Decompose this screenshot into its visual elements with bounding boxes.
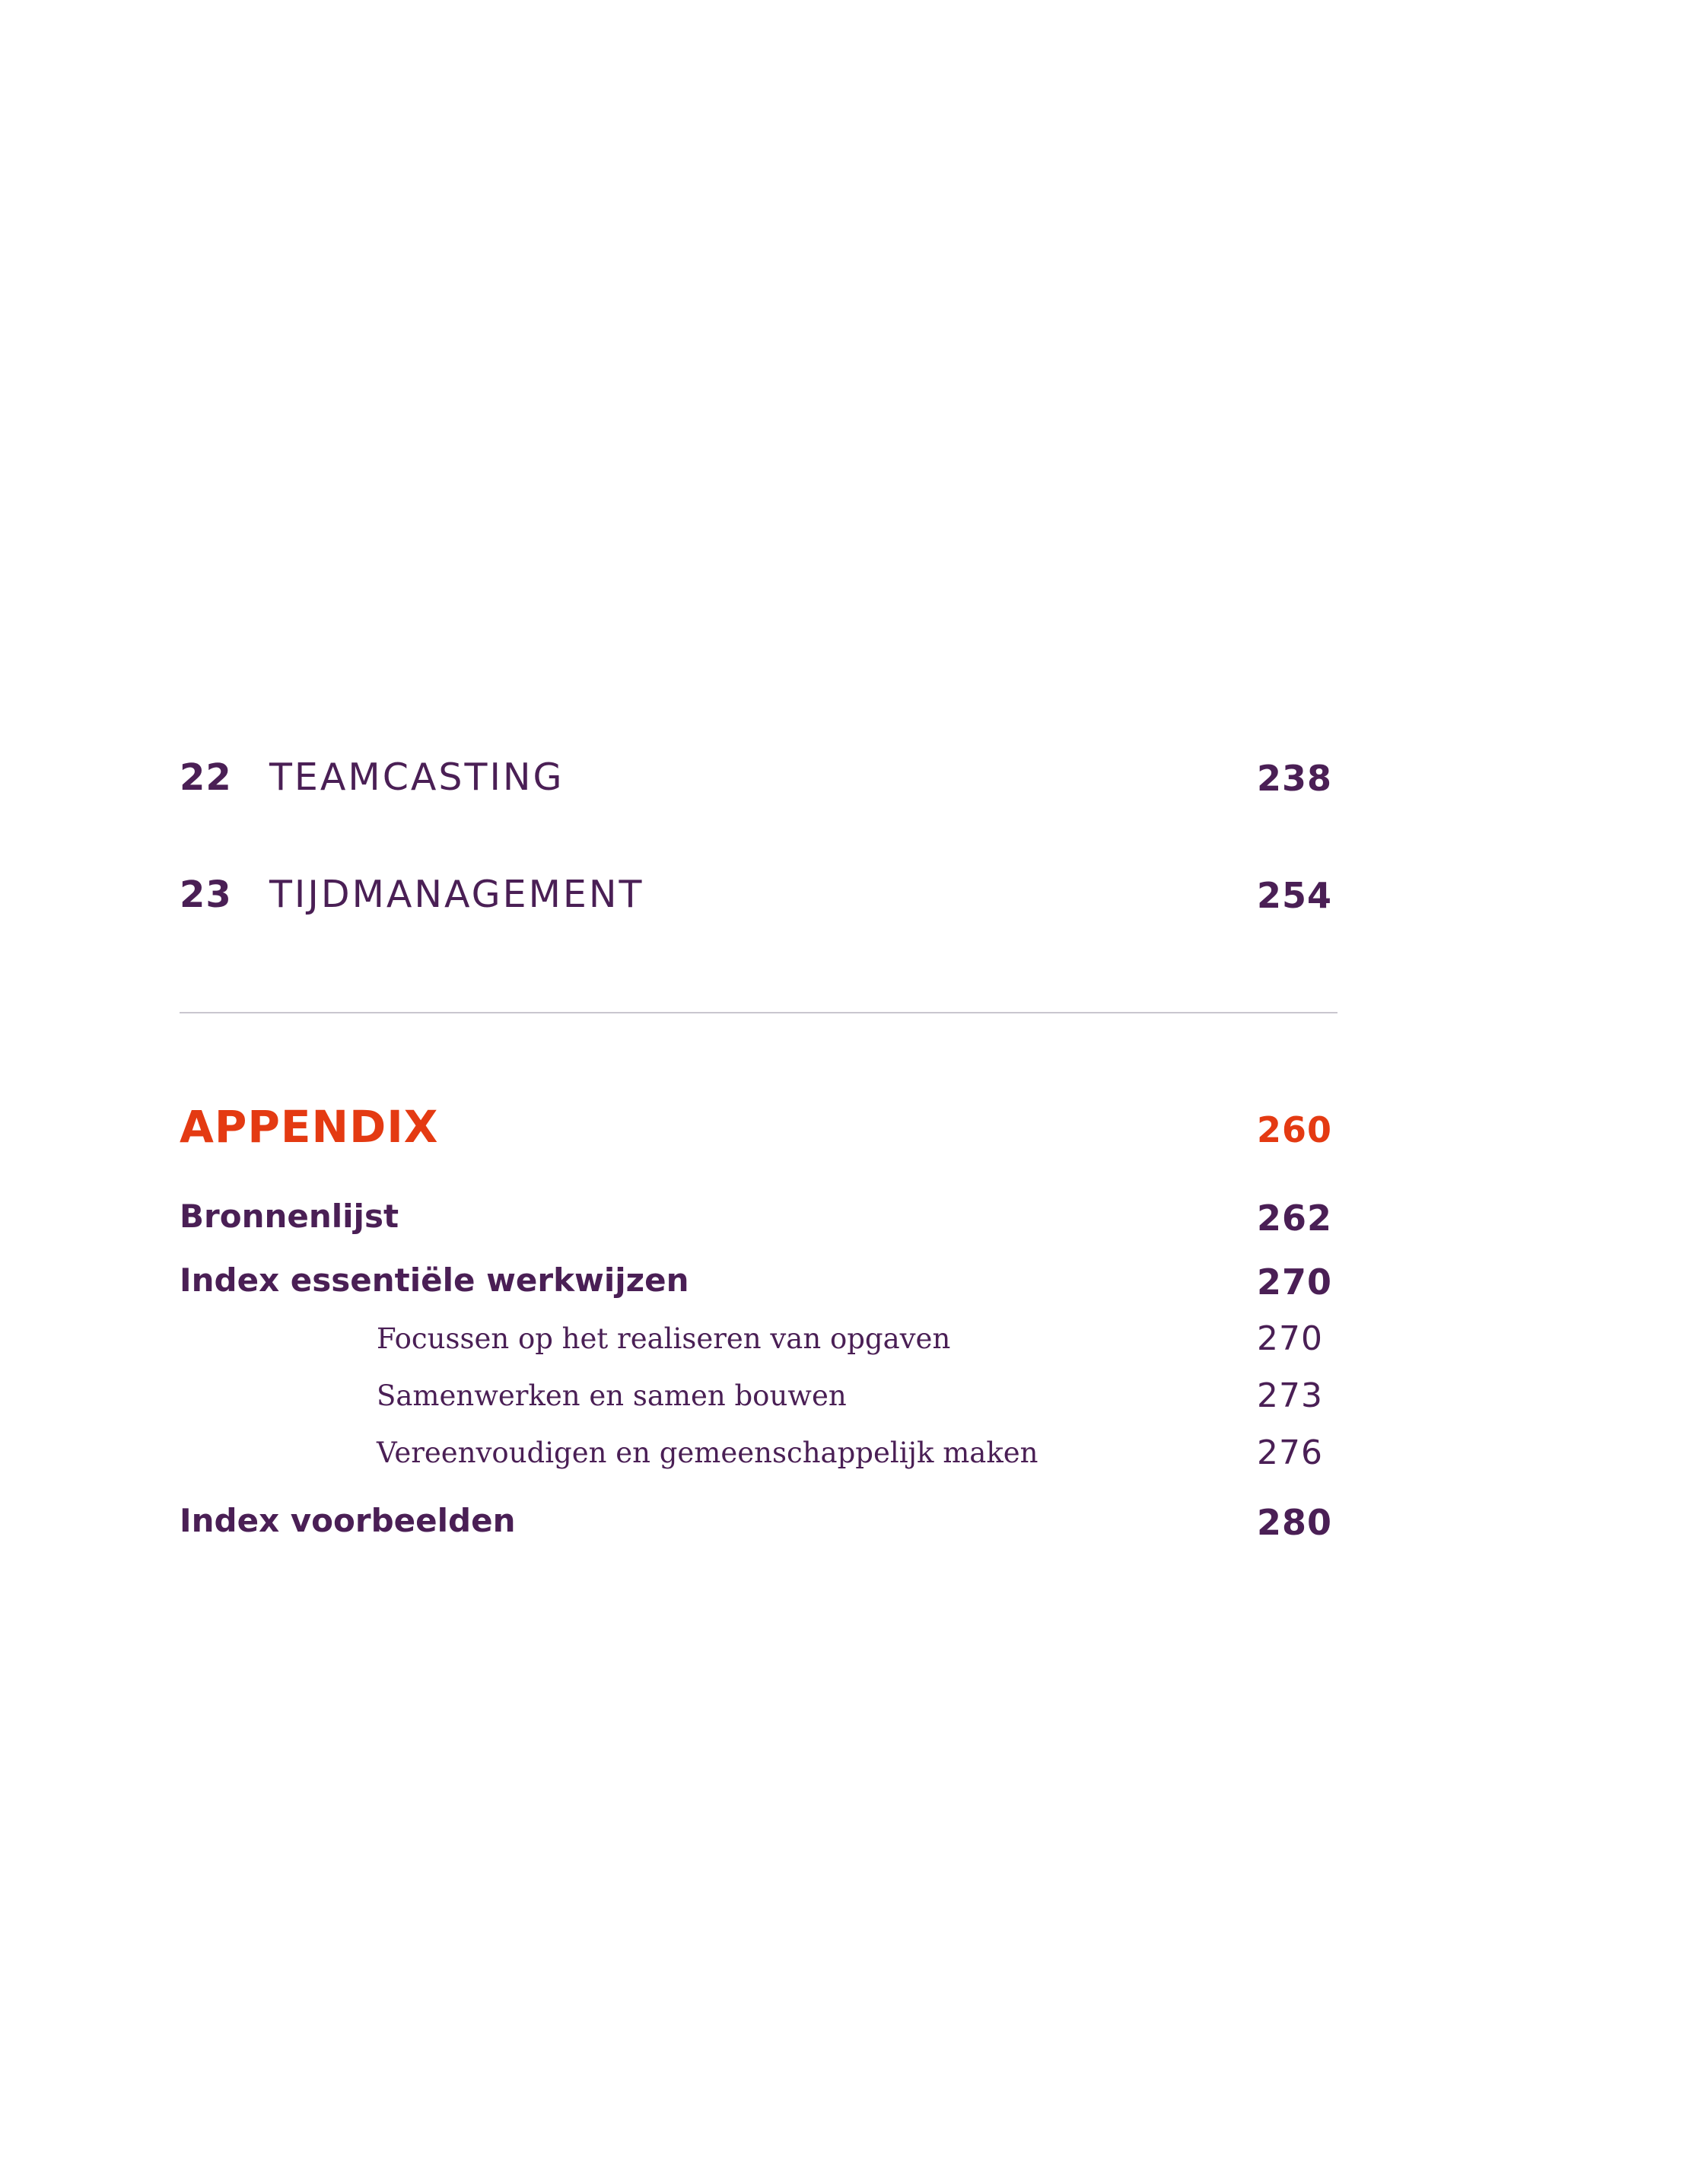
subsection-title: Vereenvoudigen en gemeenschappelijk maken — [377, 1436, 1038, 1469]
chapter-number: 23 — [180, 873, 232, 916]
section-title: Bronnenlijst — [180, 1198, 399, 1235]
chapter-title: TIJDMANAGEMENT — [269, 873, 644, 916]
chapter-page-number: 254 — [1257, 875, 1333, 916]
subsection-page-number: 270 — [1257, 1319, 1323, 1358]
subsection-page-number: 273 — [1257, 1376, 1323, 1415]
section-divider — [180, 1012, 1337, 1013]
subsection-page-number: 276 — [1257, 1433, 1323, 1472]
appendix-page-number: 260 — [1257, 1109, 1333, 1150]
chapter-page-number: 238 — [1257, 758, 1333, 799]
section-title: Index voorbeelden — [180, 1502, 516, 1539]
subsection-title: Samenwerken en samen bouwen — [377, 1379, 847, 1412]
section-title: Index essentiële werkwijzen — [180, 1261, 689, 1299]
appendix-title: APPENDIX — [180, 1101, 439, 1153]
chapter-title: TEAMCASTING — [269, 756, 565, 799]
chapter-number: 22 — [180, 756, 232, 799]
section-page-number: 270 — [1257, 1261, 1333, 1303]
section-page-number: 262 — [1257, 1198, 1333, 1239]
section-page-number: 280 — [1257, 1502, 1333, 1543]
subsection-title: Focussen op het realiseren van opgaven — [377, 1322, 951, 1355]
